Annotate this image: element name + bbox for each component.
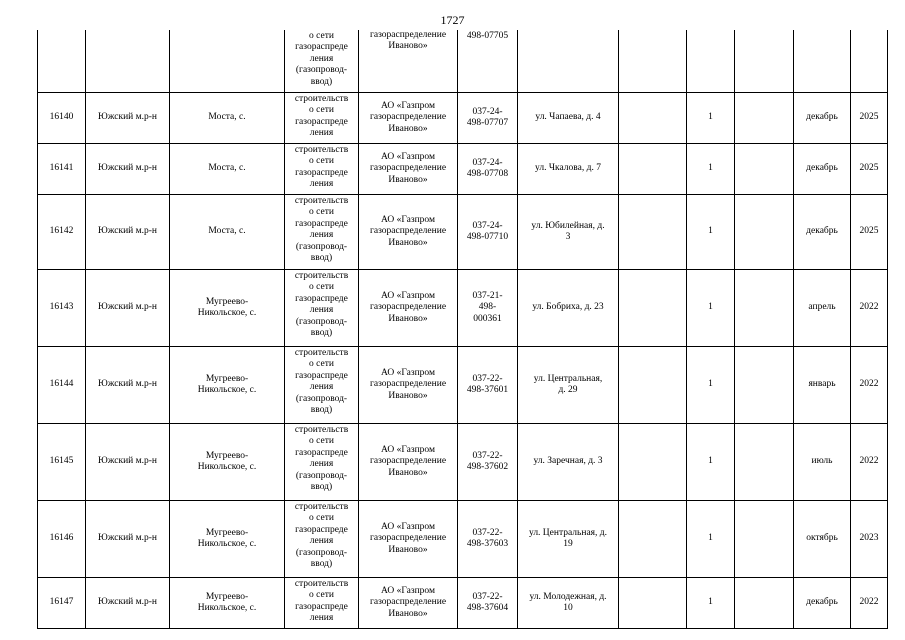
cell-line: строительств bbox=[294, 271, 349, 281]
cell-blank-2 bbox=[735, 347, 794, 424]
page-number: 1727 bbox=[440, 13, 465, 27]
table-row bbox=[38, 501, 888, 578]
cell-line: ления bbox=[309, 613, 334, 624]
cell-line: Иваново» bbox=[388, 174, 428, 185]
cell-settlement bbox=[170, 30, 285, 93]
cell-line: ввод) bbox=[310, 76, 333, 87]
cell-settlement bbox=[170, 195, 285, 270]
cell-line: Моста, с. bbox=[208, 163, 246, 174]
cell-line: Мугреево- bbox=[205, 450, 249, 461]
cell-line: 498-37602 bbox=[466, 462, 509, 472]
cell-line: газораспреде bbox=[295, 293, 348, 304]
cell-line: ления bbox=[309, 459, 334, 470]
cell-blank bbox=[619, 144, 687, 195]
cell-month: декабрь bbox=[794, 93, 851, 144]
cell-description bbox=[285, 270, 359, 347]
cell-address bbox=[518, 144, 619, 195]
cell-line: ввод) bbox=[310, 328, 333, 339]
cell-blank bbox=[619, 270, 687, 347]
cell-description bbox=[285, 578, 359, 629]
table-row bbox=[38, 270, 888, 347]
cell-line: ления bbox=[309, 230, 334, 241]
cell-settlement bbox=[170, 501, 285, 578]
table-row bbox=[38, 93, 888, 144]
cell-id: 16144 bbox=[38, 347, 86, 424]
cell-line: газораспреде bbox=[295, 167, 348, 178]
cell-line: ввод) bbox=[310, 405, 333, 416]
cell-blank bbox=[619, 195, 687, 270]
cell-address bbox=[518, 270, 619, 347]
table-row bbox=[38, 347, 888, 424]
cell-line: 498-37604 bbox=[466, 603, 509, 613]
cell-code: 498-07705 bbox=[458, 30, 518, 93]
cell-district: Южский м.р-н bbox=[86, 270, 170, 347]
cell-owner bbox=[359, 270, 458, 347]
cell-month: январь bbox=[794, 347, 851, 424]
cell-line: строительств bbox=[294, 425, 349, 435]
cell-line: АО «Газпром bbox=[380, 367, 435, 378]
cell-district: Южский м.р-н bbox=[86, 578, 170, 629]
cell-id bbox=[38, 30, 86, 93]
cell-month: октябрь bbox=[794, 501, 851, 578]
cell-line: Иваново» bbox=[388, 123, 428, 134]
cell-line: ул. Заречная, д. 3 bbox=[533, 456, 603, 467]
table-row bbox=[38, 144, 888, 195]
cell-blank bbox=[619, 30, 687, 93]
cell-line: 19 bbox=[563, 539, 573, 549]
cell-year: 2022 bbox=[851, 347, 888, 424]
cell-line: ул. Центральная, д. bbox=[528, 527, 607, 538]
cell-line: Мугреево- bbox=[205, 527, 249, 538]
cell-line: строительств bbox=[294, 196, 349, 206]
cell-line: 037-24- bbox=[472, 157, 503, 168]
cell-line: 037-22- bbox=[472, 527, 503, 538]
cell-owner bbox=[359, 424, 458, 501]
cell-line: Никольское, с. bbox=[197, 462, 257, 472]
cell-id: 16146 bbox=[38, 501, 86, 578]
cell-line: о сети bbox=[309, 105, 334, 116]
cell-line: ул. Молодежная, д. bbox=[529, 591, 607, 602]
cell-line: (газопровод- bbox=[295, 65, 348, 76]
cell-line: АО «Газпром bbox=[380, 214, 435, 225]
cell-owner bbox=[359, 347, 458, 424]
cell-line: Иваново» bbox=[388, 41, 428, 52]
cell-line: строительств bbox=[294, 579, 349, 589]
cell-count: 1 bbox=[687, 144, 735, 195]
cell-address bbox=[518, 501, 619, 578]
cell-line: Мугреево- bbox=[205, 373, 249, 384]
cell-blank-2 bbox=[735, 424, 794, 501]
cell-id: 16142 bbox=[38, 195, 86, 270]
cell-id: 16141 bbox=[38, 144, 86, 195]
cell-line: ул. Чкалова, д. 7 bbox=[535, 163, 601, 174]
cell-code bbox=[458, 578, 518, 629]
cell-line: Никольское, с. bbox=[197, 603, 257, 613]
cell-description bbox=[285, 93, 359, 144]
table-row bbox=[38, 195, 888, 270]
cell-line: Иваново» bbox=[388, 544, 428, 555]
cell-line: АО «Газпром bbox=[380, 151, 435, 162]
cell-id: 16145 bbox=[38, 424, 86, 501]
cell-month: июль bbox=[794, 424, 851, 501]
cell-blank-2 bbox=[735, 195, 794, 270]
cell-year: 2022 bbox=[851, 424, 888, 501]
cell-line: (газопровод- bbox=[295, 547, 348, 558]
cell-line: о сети bbox=[309, 513, 334, 524]
cell-line: газораспределение bbox=[369, 226, 447, 237]
cell-line: о сети bbox=[309, 31, 334, 41]
cell-description bbox=[285, 30, 359, 93]
cell-month: декабрь bbox=[794, 578, 851, 629]
cell-month: апрель bbox=[794, 270, 851, 347]
cell-settlement bbox=[170, 93, 285, 144]
cell-owner bbox=[359, 578, 458, 629]
cell-line: газораспределение bbox=[369, 379, 447, 390]
cell-line: 498-37603 bbox=[466, 539, 509, 549]
cell-line: Никольское, с. bbox=[197, 308, 257, 318]
cell-description bbox=[285, 424, 359, 501]
cell-blank-2 bbox=[735, 30, 794, 93]
registry-table bbox=[37, 30, 888, 629]
cell-year: 2025 bbox=[851, 93, 888, 144]
cell-line: ввод) bbox=[310, 482, 333, 493]
cell-district: Южский м.р-н bbox=[86, 93, 170, 144]
cell-owner bbox=[359, 144, 458, 195]
cell-count: 1 bbox=[687, 501, 735, 578]
cell-line: 037-22- bbox=[472, 450, 503, 461]
cell-line: АО «Газпром bbox=[380, 585, 435, 596]
cell-line: ления bbox=[309, 128, 334, 139]
cell-line: газораспределение bbox=[369, 597, 447, 608]
cell-line: 498-07710 bbox=[466, 232, 509, 242]
cell-line: Мугреево- bbox=[205, 296, 249, 307]
cell-line: Моста, с. bbox=[208, 112, 246, 123]
cell-line: строительств bbox=[294, 348, 349, 358]
cell-address bbox=[518, 347, 619, 424]
cell-line: ления bbox=[309, 305, 334, 316]
cell-line: строительств bbox=[294, 94, 349, 104]
cell-line: газораспреде bbox=[295, 42, 348, 53]
cell-id: 16147 bbox=[38, 578, 86, 629]
cell-line: 037-22- bbox=[472, 373, 503, 384]
cell-line: д. 29 bbox=[558, 385, 578, 395]
cell-line: о сети bbox=[309, 207, 334, 218]
cell-line: (газопровод- bbox=[295, 393, 348, 404]
cell-line: о сети bbox=[309, 156, 334, 167]
cell-line: АО «Газпром bbox=[380, 521, 435, 532]
cell-line: АО «Газпром bbox=[380, 444, 435, 455]
cell-blank-2 bbox=[735, 501, 794, 578]
cell-year: 2025 bbox=[851, 195, 888, 270]
cell-line: о сети bbox=[309, 436, 334, 447]
cell-line: Иваново» bbox=[388, 608, 428, 619]
cell-line: ул. Центральная, bbox=[533, 373, 603, 384]
cell-line: о сети bbox=[309, 359, 334, 370]
cell-blank bbox=[619, 424, 687, 501]
cell-settlement bbox=[170, 144, 285, 195]
cell-line: Никольское, с. bbox=[197, 539, 257, 549]
cell-year bbox=[851, 30, 888, 93]
cell-line: ул. Юбилейная, д. bbox=[531, 220, 605, 231]
cell-year: 2022 bbox=[851, 270, 888, 347]
cell-line: Никольское, с. bbox=[197, 385, 257, 395]
cell-owner bbox=[359, 93, 458, 144]
cell-line: 498- bbox=[478, 302, 497, 313]
cell-settlement bbox=[170, 424, 285, 501]
cell-line: газораспределение bbox=[369, 302, 447, 313]
cell-line: ления bbox=[309, 382, 334, 393]
cell-line: АО «Газпром bbox=[380, 100, 435, 111]
cell-code bbox=[458, 144, 518, 195]
cell-line: газораспреде bbox=[295, 447, 348, 458]
cell-line: (газопровод- bbox=[295, 470, 348, 481]
cell-line: газораспределение bbox=[369, 533, 447, 544]
cell-description bbox=[285, 195, 359, 270]
cell-line: (газопровод- bbox=[295, 241, 348, 252]
cell-month: декабрь bbox=[794, 195, 851, 270]
cell-count: 1 bbox=[687, 347, 735, 424]
cell-line: ввод) bbox=[310, 253, 333, 264]
cell-description bbox=[285, 501, 359, 578]
cell-line: газораспреде bbox=[295, 524, 348, 535]
cell-line: 498-07708 bbox=[466, 169, 509, 179]
cell-line: АО «Газпром bbox=[380, 290, 435, 301]
cell-line: ул. Чапаева, д. 4 bbox=[535, 112, 601, 123]
cell-line: газораспределение bbox=[369, 456, 447, 467]
cell-code bbox=[458, 347, 518, 424]
cell-line: газораспределение bbox=[369, 163, 447, 174]
cell-district bbox=[86, 30, 170, 93]
cell-count: 1 bbox=[687, 578, 735, 629]
cell-line: газораспреде bbox=[295, 116, 348, 127]
cell-line: газораспреде bbox=[295, 370, 348, 381]
cell-line: 3 bbox=[565, 232, 571, 242]
table-row bbox=[38, 578, 888, 629]
cell-line: 498-37601 bbox=[466, 385, 509, 395]
cell-line: 000361 bbox=[473, 313, 502, 324]
cell-address bbox=[518, 424, 619, 501]
cell-owner bbox=[359, 195, 458, 270]
cell-blank bbox=[619, 578, 687, 629]
cell-address bbox=[518, 578, 619, 629]
cell-line: строительств bbox=[294, 145, 349, 155]
cell-line: (газопровод- bbox=[295, 316, 348, 327]
cell-id: 16143 bbox=[38, 270, 86, 347]
cell-blank-2 bbox=[735, 93, 794, 144]
cell-line: Иваново» bbox=[388, 237, 428, 248]
cell-address bbox=[518, 195, 619, 270]
cell-district: Южский м.р-н bbox=[86, 501, 170, 578]
cell-blank-2 bbox=[735, 578, 794, 629]
cell-id: 16140 bbox=[38, 93, 86, 144]
cell-line: 037-24- bbox=[472, 220, 503, 231]
cell-settlement bbox=[170, 347, 285, 424]
cell-count bbox=[687, 30, 735, 93]
cell-line: Мугреево- bbox=[205, 591, 249, 602]
cell-address bbox=[518, 30, 619, 93]
cell-month bbox=[794, 30, 851, 93]
cell-line: о сети bbox=[309, 282, 334, 293]
cell-code bbox=[458, 93, 518, 144]
cell-district: Южский м.р-н bbox=[86, 424, 170, 501]
cell-line: газораспределение bbox=[369, 112, 447, 123]
cell-district: Южский м.р-н bbox=[86, 347, 170, 424]
cell-year: 2025 bbox=[851, 144, 888, 195]
table-body bbox=[38, 30, 888, 629]
cell-line: ул. Бобриха, д. 23 bbox=[532, 302, 604, 313]
cell-line: ления bbox=[309, 53, 334, 64]
cell-year: 2023 bbox=[851, 501, 888, 578]
cell-district: Южский м.р-н bbox=[86, 195, 170, 270]
cell-line: ления bbox=[309, 179, 334, 190]
cell-code bbox=[458, 501, 518, 578]
cell-line: газораспреде bbox=[295, 601, 348, 612]
cell-count: 1 bbox=[687, 195, 735, 270]
cell-month: декабрь bbox=[794, 144, 851, 195]
cell-district: Южский м.р-н bbox=[86, 144, 170, 195]
table-row-continued bbox=[38, 30, 888, 93]
cell-line: о сети bbox=[309, 590, 334, 601]
cell-line: Моста, с. bbox=[208, 226, 246, 237]
cell-line: 10 bbox=[563, 603, 573, 613]
cell-blank bbox=[619, 93, 687, 144]
cell-description bbox=[285, 347, 359, 424]
cell-count: 1 bbox=[687, 424, 735, 501]
cell-count: 1 bbox=[687, 270, 735, 347]
cell-code bbox=[458, 270, 518, 347]
cell-blank-2 bbox=[735, 144, 794, 195]
cell-settlement bbox=[170, 578, 285, 629]
cell-blank bbox=[619, 501, 687, 578]
cell-line: газораспреде bbox=[295, 218, 348, 229]
table-row bbox=[38, 424, 888, 501]
cell-line: 037-21- bbox=[472, 290, 503, 301]
cell-description bbox=[285, 144, 359, 195]
cell-blank bbox=[619, 347, 687, 424]
cell-owner bbox=[359, 30, 458, 93]
cell-owner bbox=[359, 501, 458, 578]
cell-line: газораспределение bbox=[369, 30, 447, 40]
cell-settlement bbox=[170, 270, 285, 347]
cell-code bbox=[458, 195, 518, 270]
cell-count: 1 bbox=[687, 93, 735, 144]
cell-blank-2 bbox=[735, 270, 794, 347]
cell-line: ввод) bbox=[310, 559, 333, 570]
cell-line: 037-22- bbox=[472, 591, 503, 602]
cell-line: строительств bbox=[294, 502, 349, 512]
cell-line: Иваново» bbox=[388, 467, 428, 478]
cell-line: Иваново» bbox=[388, 313, 428, 324]
cell-line: 037-24- bbox=[472, 106, 503, 117]
cell-line: 498-07707 bbox=[466, 118, 509, 128]
cell-year: 2022 bbox=[851, 578, 888, 629]
cell-address bbox=[518, 93, 619, 144]
cell-line: ления bbox=[309, 536, 334, 547]
cell-code bbox=[458, 424, 518, 501]
cell-line: Иваново» bbox=[388, 390, 428, 401]
